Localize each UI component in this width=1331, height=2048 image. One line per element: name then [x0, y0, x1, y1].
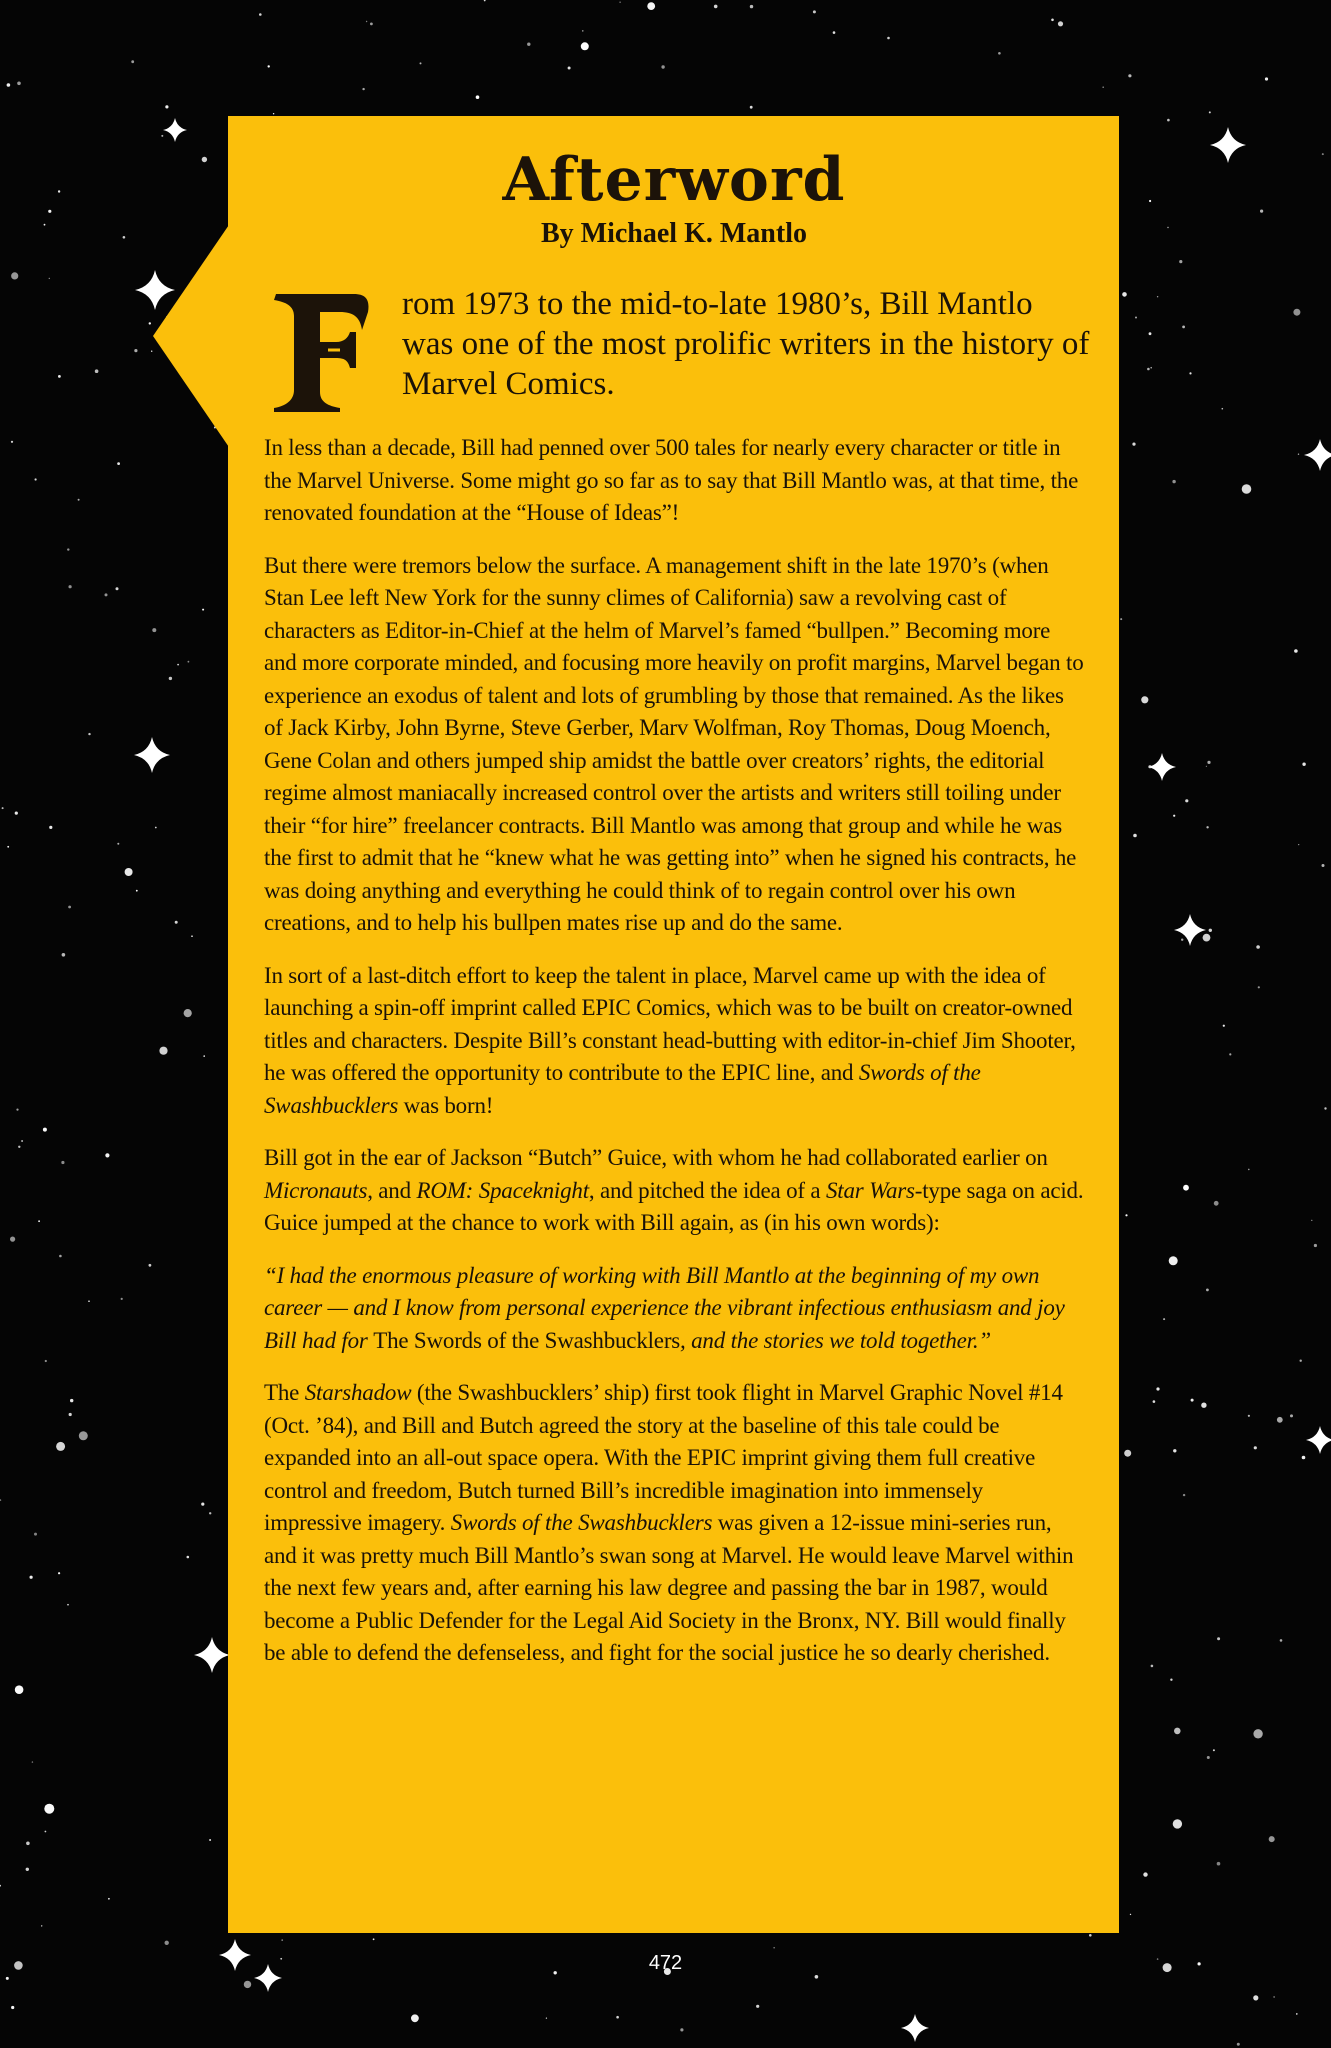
paragraph-2: But there were tremors below the surface. A management shift in the late 1970’s (when Stan Lee left New York for the sunny climes of California) saw a revolving cast of characters as Editor-in-Chief at the helm of Marvel’s famed “bullpen.” Becoming more and more corporate minded, and focusing more heavily on profit margins, Marvel began to experience an exodus of talent and lots of grumbling by those that remained. As the likes of Jack Kirby, John Byrne, Steve Gerber, Marv Wolfman, Roy Thomas, Doug Moench, Gene Colan and others jumped ship amidst the battle over creators’ rights, the editorial regime almost maniacally increased control over the artists and writers still toiling under their “for hire” freelancer contracts. Bill Mantlo was among that group and while he was the first to admit that he “knew what he was getting into” when he signed his contracts, he was doing anything and everything he could think of to regain control over his own creations, and to help his bullpen mates rise up and do the same.: [264, 552, 1084, 935]
star-dot: [105, 593, 108, 596]
star-dot: [123, 236, 126, 239]
star-dot: [1143, 1872, 1147, 1876]
star-dot: [1302, 763, 1305, 766]
star-dot: [1298, 844, 1299, 845]
star-dot: [370, 23, 373, 26]
star-dot: [69, 585, 72, 588]
star-dot: [1217, 1862, 1221, 1866]
star-dot: [1169, 1256, 1178, 1265]
afterword-content: [264, 136, 1090, 1690]
star-dot: [1206, 826, 1208, 828]
star-dot: [1182, 326, 1185, 329]
star-dot: [273, 113, 274, 114]
paragraph-3-end: was born!: [398, 1092, 494, 1118]
star-dot: [1167, 119, 1170, 122]
title-star-wars: Star Wars: [826, 1177, 915, 1203]
star-dot: [998, 52, 1001, 55]
star-dot: [175, 921, 178, 924]
star-dot: [756, 2005, 759, 2008]
star-dot: [69, 1413, 72, 1416]
star-dot: [1311, 1220, 1312, 1221]
star-dot: [184, 1009, 192, 1017]
star-dot: [44, 224, 46, 226]
star-dot: [1133, 834, 1137, 838]
star-dot: [67, 1604, 69, 1606]
star-dot: [78, 499, 80, 501]
title-starshadow: Starshadow: [304, 1380, 412, 1405]
star-dot: [1207, 1756, 1210, 1759]
star-dot: [411, 2014, 419, 2022]
article-body: [264, 432, 1084, 1670]
paragraph-3: [264, 960, 1084, 1123]
star-dot: [165, 105, 168, 108]
star-dot: [616, 2016, 619, 2019]
star-dot: [1156, 1387, 1159, 1390]
star-dot: [1163, 1318, 1165, 1320]
star-dot: [1223, 1025, 1225, 1027]
lead-paragraph: [264, 286, 1090, 418]
star-dot: [366, 21, 367, 22]
star-dot: [1229, 1053, 1231, 1055]
star-dot: [62, 953, 66, 957]
star-dot: [17, 82, 21, 86]
star-dot: [151, 351, 152, 352]
star-dot: [7, 846, 9, 848]
paragraph-4-text: , and: [367, 1177, 417, 1203]
star-dot: [1132, 443, 1135, 446]
star-dot: [527, 43, 530, 46]
star-dot: [58, 375, 61, 378]
star-dot: [582, 30, 583, 31]
sparkle-star-icon: [1148, 753, 1176, 781]
star-dot: [1237, 2043, 1240, 2046]
star-dot: [48, 210, 51, 213]
star-dot: [125, 868, 133, 876]
star-dot: [68, 906, 71, 909]
star-dot: [244, 1981, 251, 1988]
star-dot: [32, 1761, 33, 1762]
page-title: Afterword: [502, 145, 846, 215]
star-dot: [1214, 1201, 1219, 1206]
star-dot: [1125, 1214, 1127, 1216]
star-dot: [131, 60, 134, 63]
star-dot: [1254, 1446, 1257, 1449]
star-dot: [105, 1153, 109, 1157]
star-dot: [647, 2, 655, 10]
star-dot: [1298, 454, 1299, 455]
star-dot: [1183, 1185, 1189, 1191]
star-dot: [1207, 761, 1210, 764]
guice-quote: [264, 1260, 1084, 1358]
star-dot: [155, 827, 157, 829]
star-dot: [21, 1140, 23, 1142]
star-dot: [1248, 1415, 1250, 1417]
star-dot: [117, 462, 120, 465]
star-dot: [1173, 1449, 1176, 1452]
star-dot: [209, 1512, 211, 1514]
star-dot: [815, 1975, 819, 1979]
star-dot: [1209, 929, 1212, 932]
star-dot: [30, 1576, 33, 1579]
star-dot: [49, 278, 50, 279]
star-dot: [373, 1938, 375, 1940]
star-dot: [1213, 1749, 1215, 1751]
star-dot: [362, 88, 364, 90]
star-dot: [887, 37, 890, 40]
star-dot: [149, 1264, 152, 1267]
quote-text: , and the stories we told together.”: [680, 1327, 991, 1353]
page-number: 472: [648, 1952, 683, 1974]
star-dot: [1322, 153, 1324, 155]
paragraph-6-text: was given a 12-issue mini-series run, and it was pretty much Bill Mantlo’s swan song at Marvel. He would leave Marvel within the next few years and, after earning his law degree and passing the bar in 1987, would become a Public Defender for the Legal Aid Society in the Bronx, NY. Bill would finally be able to defend the defenseless, and fight for the social justice he so dearly cherished.: [264, 1510, 1074, 1665]
star-dot: [26, 1842, 30, 1846]
star-dot: [1314, 1244, 1317, 1247]
star-dot: [259, 13, 262, 16]
star-dot: [1174, 1728, 1181, 1735]
star-dot: [1122, 292, 1127, 297]
paragraph-6: [264, 1377, 1084, 1670]
star-dot: [1253, 1995, 1258, 2000]
star-dot: [2, 807, 4, 809]
star-dot: [1273, 1996, 1274, 1997]
star-dot: [35, 478, 37, 480]
star-dot: [159, 1047, 167, 1055]
star-dot: [476, 95, 480, 99]
star-dot: [1170, 1679, 1172, 1681]
star-dot: [1058, 21, 1063, 26]
star-dot: [169, 677, 172, 680]
star-dot: [15, 1685, 24, 1694]
star-dot: [1209, 111, 1211, 113]
star-dot: [1294, 649, 1298, 653]
star-dot: [1290, 1414, 1293, 1417]
star-dot: [1157, 296, 1158, 297]
star-dot: [1141, 696, 1148, 703]
paragraph-6-text: The: [264, 1380, 305, 1405]
star-dot: [188, 661, 190, 663]
star-dot: [1150, 367, 1152, 369]
star-dot: [6, 1977, 9, 1980]
star-dot: [0, 1885, 1, 1887]
star-dot: [774, 1947, 775, 1948]
star-dot: [18, 1146, 20, 1148]
star-dot: [26, 1868, 29, 1871]
star-dot: [546, 2018, 547, 2019]
star-dot: [10, 1237, 15, 1242]
star-dot: [1302, 1456, 1306, 1460]
star-dot: [1128, 74, 1131, 77]
star-dot: [136, 890, 138, 892]
star-dot: [11, 441, 13, 443]
star-dot: [59, 1255, 62, 1258]
paragraph-1: In less than a decade, Bill had penned over 500 tales for nearly every character or title in the Marvel Universe. Some might go so far as to say that Bill Mantlo was, at that time, the renovated foundation at the “House of Ideas”!: [264, 435, 1079, 525]
star-dot: [1183, 1494, 1185, 1496]
star-dot: [45, 1831, 47, 1833]
star-dot: [1248, 1169, 1250, 1171]
star-dot: [15, 812, 18, 815]
star-dot: [1173, 815, 1175, 817]
star-dot: [581, 42, 589, 50]
byline: By Michael K. Mantlo: [541, 218, 807, 249]
title-swords-of-the-swashbucklers: Swords of the Swashbucklers: [264, 1060, 981, 1118]
star-dot: [1256, 945, 1260, 949]
title-micronauts: Micronauts: [264, 1177, 368, 1203]
star-dot: [34, 1533, 37, 1536]
star-dot: [1189, 372, 1191, 374]
star-dot: [58, 190, 60, 192]
star-dot: [1203, 934, 1211, 942]
sparkle-star-icon: [901, 2014, 929, 2042]
star-dot: [1296, 2013, 1298, 2015]
quote-title: The Swords of the Swashbucklers: [373, 1327, 681, 1353]
star-dot: [1149, 200, 1151, 202]
paragraph-4-text: Bill got in the ear of Jackson “Butch” Guice, with whom he had collaborated earlier on: [264, 1145, 1048, 1170]
drop-cap-letter: [270, 290, 374, 414]
star-dot: [1102, 86, 1104, 88]
star-dot: [1206, 766, 1207, 767]
star-dot: [7, 83, 11, 87]
sparkle-star-icon: [1210, 127, 1246, 163]
star-dot: [49, 826, 52, 829]
star-dot: [1201, 1403, 1206, 1408]
star-dot: [1147, 368, 1150, 371]
star-dot: [1258, 986, 1260, 988]
star-dot: [1167, 227, 1168, 228]
star-dot: [1242, 484, 1252, 494]
paragraph-4: [264, 1142, 1084, 1240]
star-dot: [813, 10, 816, 13]
star-dot: [484, 0, 486, 1]
star-dot: [88, 1300, 90, 1302]
star-dot: [108, 1898, 110, 1900]
star-dot: [152, 628, 156, 632]
star-dot: [680, 2028, 683, 2031]
star-dot: [191, 935, 193, 937]
star-dot: [70, 1399, 73, 1402]
star-dot: [56, 1442, 65, 1451]
star-dot: [268, 65, 270, 67]
star-dot: [202, 609, 204, 611]
sparkle-star-icon: [194, 1637, 230, 1673]
star-dot: [88, 733, 90, 735]
sparkle-star-icon: [1174, 914, 1206, 946]
star-dot: [1124, 1450, 1131, 1457]
star-dot: [209, 1839, 211, 1841]
star-dot: [1185, 799, 1188, 802]
star-dot: [750, 5, 753, 8]
star-dot: [1260, 210, 1263, 213]
quote-text: “I had the enormous pleasure of working with Bill Mantlo at the beginning of my own career — and I know from personal experience the vibrant infectious enthusiasm and joy Bill had for: [264, 1262, 1065, 1353]
star-dot: [1280, 1639, 1283, 1642]
paragraph-4-text: , and pitched the idea of a: [588, 1177, 826, 1203]
star-dot: [1172, 480, 1175, 483]
star-dot: [1293, 309, 1300, 316]
sparkle-star-icon: [1306, 1426, 1331, 1454]
title-swords-of-the-swashbucklers: Swords of the Swashbucklers: [450, 1510, 713, 1535]
star-dot: [1300, 1360, 1302, 1362]
star-dot: [41, 1925, 42, 1926]
star-dot: [1277, 1417, 1283, 1423]
star-dot: [116, 587, 119, 590]
star-dot: [1153, 1400, 1156, 1403]
star-dot: [1120, 618, 1122, 620]
star-dot: [1151, 1665, 1154, 1668]
star-dot: [750, 106, 753, 109]
paragraph-3-text: In sort of a last-ditch effort to keep the talent in place, Marvel came up with the idea of launching a spin-off imprint called EPIC Comics, which was to be built on creator-owned titles and characters. Despite Bill’s constant head-butting with editor-in-chief Jim Shooter, he was offered the opportunity to contribute to the EPIC line, and: [264, 962, 1076, 1085]
lead-text: rom 1973 to the mid-to-late 1980’s, Bill Mantlo was one of the most prolific writers in the history of Marvel Comics.: [402, 286, 1090, 402]
star-dot: [1269, 1836, 1275, 1842]
star-dot: [1322, 864, 1325, 867]
paragraph-4-text: -type saga on acid. Guice jumped at the chance to work with Bill again, as (in his own words):: [264, 1177, 1084, 1235]
star-dot: [11, 272, 18, 279]
star-dot: [16, 1109, 18, 1111]
star-dot: [202, 157, 207, 162]
star-dot: [43, 1128, 47, 1132]
star-dot: [67, 548, 69, 550]
star-dot: [281, 1939, 283, 1941]
star-dot: [1265, 77, 1268, 80]
star-dot: [165, 1941, 169, 1945]
star-dot: [201, 1503, 204, 1506]
star-dot: [1149, 332, 1152, 335]
star-dot: [161, 135, 163, 137]
star-dot: [134, 349, 137, 352]
star-dot: [1206, 1289, 1209, 1292]
star-dot: [121, 1298, 123, 1300]
star-dot: [61, 1161, 64, 1164]
star-dot: [714, 5, 718, 9]
star-dot: [58, 1572, 60, 1574]
star-dot: [38, 1220, 40, 1222]
star-dot: [187, 1556, 190, 1559]
star-dot: [45, 1360, 47, 1362]
star-dot: [0, 1499, 1, 1501]
star-dot: [1324, 1107, 1326, 1109]
star-dot: [117, 843, 119, 845]
sparkle-star-icon: [134, 737, 170, 773]
star-dot: [1051, 19, 1054, 22]
star-dot: [203, 1055, 205, 1057]
star-dot: [1222, 408, 1224, 410]
star-dot: [149, 322, 151, 324]
star-dot: [1179, 260, 1182, 263]
title-rom-spaceknight: ROM: Spaceknight: [416, 1177, 589, 1203]
star-dot: [568, 67, 571, 70]
sparkle-star-icon: [163, 118, 187, 142]
star-dot: [420, 62, 422, 64]
star-dot: [1130, 1914, 1131, 1915]
star-dot: [1173, 1819, 1182, 1828]
star-dot: [1135, 317, 1137, 319]
star-dot: [95, 369, 99, 373]
star-dot: [1253, 1729, 1262, 1738]
star-dot: [1089, 1934, 1092, 1937]
star-dot: [177, 664, 179, 666]
star-dot: [1181, 939, 1183, 941]
star-dot: [619, 2, 620, 3]
star-dot: [79, 1431, 88, 1440]
star-dot: [833, 31, 836, 34]
star-dot: [11, 2006, 14, 2009]
star-dot: [661, 65, 664, 68]
paragraph-6-text: (the Swashbucklers’ ship) first took flight in Marvel Graphic Novel #14 (Oct. ’84), and Bill and Butch agreed the story at the baseline of this tale could be expanded into an all-out space opera. With the EPIC imprint giving them full creative control and freedom, Butch turned Bill’s incredible imagination into immensely impressive imagery.: [264, 1380, 1063, 1535]
star-dot: [1191, 1399, 1194, 1402]
star-dot: [44, 1804, 54, 1814]
star-dot: [1217, 1637, 1220, 1640]
sparkle-star-icon: [1304, 439, 1331, 471]
sparkle-star-icon: [135, 270, 175, 310]
